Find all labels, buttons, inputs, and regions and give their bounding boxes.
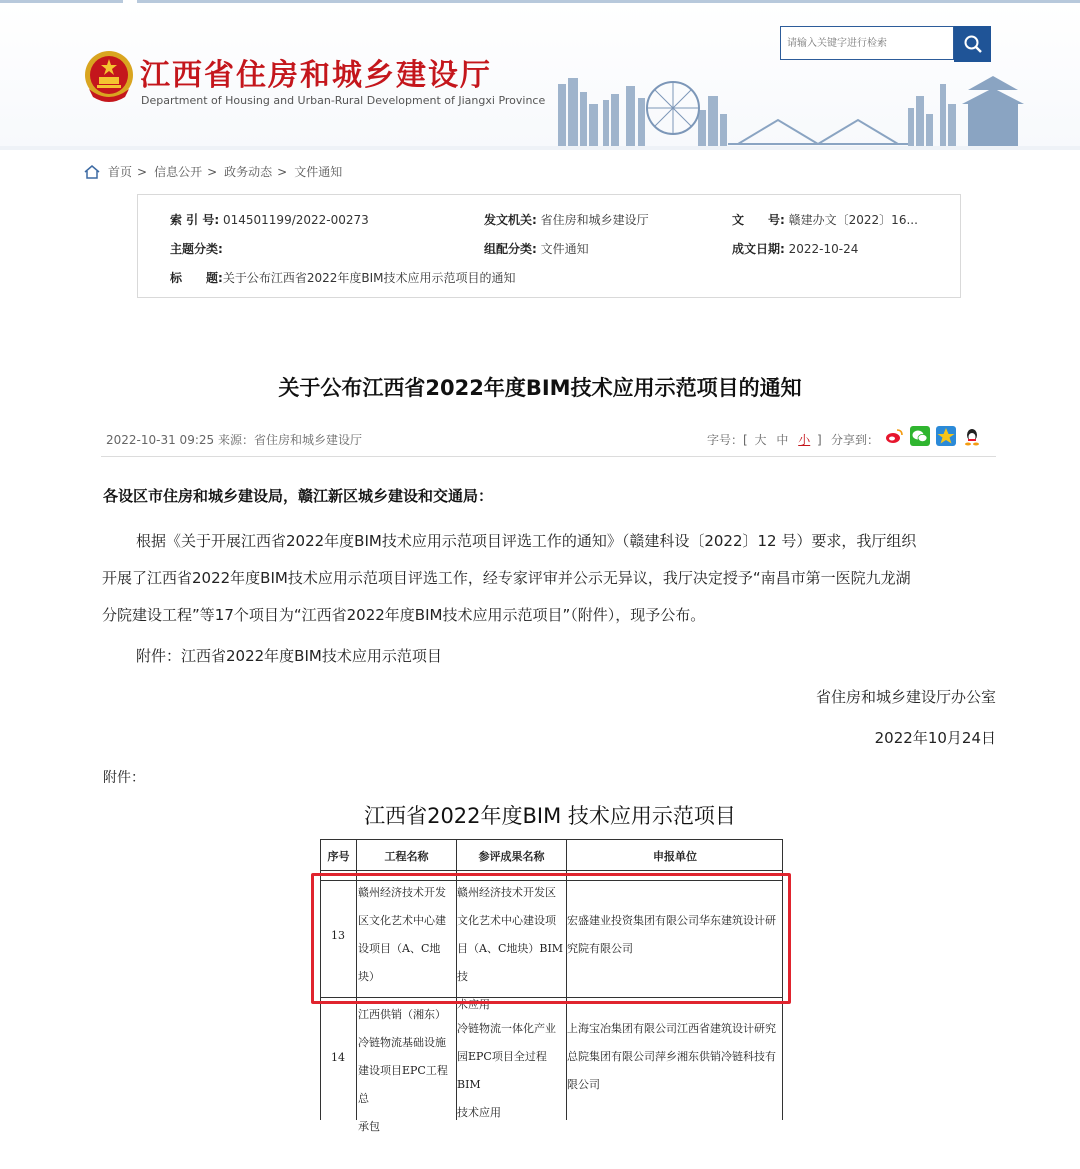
- search-input[interactable]: [780, 26, 954, 60]
- article-meta: 2022-10-31 09:25 来源：省住房和城乡建设厅: [106, 433, 362, 447]
- breadcrumb-home[interactable]: 首页: [108, 165, 133, 179]
- table-header-cell: 工程名称: [357, 840, 457, 871]
- search-icon: [963, 34, 983, 54]
- breadcrumb-gov-news[interactable]: 政务动态: [224, 165, 273, 179]
- breadcrumb-separator: >: [277, 164, 288, 179]
- project-name-cell: 江西供销（湘东） 冷链物流基础设施 建设项目EPC工程总 承包: [358, 1008, 448, 1133]
- body-paragraph: [102, 523, 998, 634]
- row-number: 14: [331, 1051, 345, 1064]
- search-button[interactable]: [954, 26, 991, 62]
- wechat-icon[interactable]: [910, 426, 930, 446]
- share-label: 分享到：: [831, 433, 880, 447]
- table-header-cell: 序号: [321, 840, 357, 871]
- attachment-heading: 附件：: [103, 770, 145, 786]
- applicant-cell: 上海宝冶集团有限公司江西省建筑设计研究 总院集团有限公司萍乡湘东供销冷链科技有 限公司: [567, 1022, 776, 1091]
- article-title: 关于公布江西省2022年度BIM技术应用示范项目的通知: [278, 376, 802, 400]
- breadcrumb-separator: >: [207, 164, 218, 179]
- group-category: 组配分类: 文件通知: [484, 242, 589, 256]
- written-date: 成文日期: 2022-10-24: [732, 242, 859, 256]
- site-header: [0, 4, 1080, 146]
- row-number: 13: [331, 929, 345, 942]
- home-icon: [84, 165, 100, 179]
- paragraph-line: 分院建设工程”等17个项目为“江西省2022年度BIM技术应用示范项目”（附件），现予公布。: [102, 606, 706, 624]
- paragraph-line: 根据《关于开展江西省2022年度BIM技术应用示范项目评选工作的通知》（赣建科设〔2022〕12 号）要求，我厅组织: [136, 532, 917, 550]
- paragraph-line: 开展了江西省2022年度BIM技术应用示范项目评选工作，经专家评审并公示无异议，我厅决定授予“南昌市第一医院九龙湖: [102, 569, 911, 587]
- document-title-field: 标 题:关于公布江西省2022年度BIM技术应用示范项目的通知: [170, 271, 516, 285]
- breadcrumb-info-public[interactable]: 信息公开: [154, 165, 203, 179]
- salutation: 各设区市住房和城乡建设局，赣江新区城乡建设和交通局：: [103, 487, 494, 505]
- highlight-box: [311, 873, 791, 1004]
- result-name-cell: 赣州经济技术开发区 文化艺术中心建设项 目（A、C地块）BIM技 术应用: [457, 886, 564, 1011]
- breadcrumb-separator: >: [137, 164, 148, 179]
- qq-icon[interactable]: [962, 426, 982, 446]
- site-title: 江西省住房和城乡建设厅: [140, 58, 492, 93]
- table-header-cell: 参评成果名称: [457, 840, 567, 871]
- project-name-cell: 赣州经济技术开发 区文化艺术中心建 设项目（A、C地 块）: [358, 886, 446, 983]
- national-emblem-icon: [83, 49, 135, 105]
- applicant-cell: 宏盛建业投资集团有限公司华东建筑设计研 究院有限公司: [567, 914, 776, 955]
- font-size-selector: [707, 431, 822, 448]
- site-subtitle: Department of Housing and Urban-Rural Development of Jiangxi Province: [141, 94, 546, 107]
- breadcrumb-notices[interactable]: 文件通知: [294, 165, 343, 179]
- signature-date: 2022年10月24日: [874, 729, 996, 747]
- index-number: 索 引 号: 014501199/2022-00273: [170, 213, 369, 227]
- attachment-line: 附件：江西省2022年度BIM技术应用示范项目: [136, 647, 442, 665]
- font-size-small[interactable]: 小: [798, 433, 811, 447]
- font-size-large[interactable]: 大: [754, 433, 767, 447]
- qzone-icon[interactable]: [936, 426, 956, 446]
- theme-category: 主题分类:: [170, 242, 223, 256]
- signature: 省住房和城乡建设厅办公室: [815, 688, 996, 706]
- document-info-box: [137, 194, 961, 298]
- share-icons: [884, 426, 988, 446]
- font-size-bracket: ]: [817, 433, 822, 447]
- breadcrumb: [84, 163, 342, 180]
- city-skyline-graphic: [548, 74, 1028, 148]
- issuing-authority: 发文机关: 省住房和城乡建设厅: [484, 213, 649, 227]
- document-number: 文 号: 赣建办文〔2022〕16...: [732, 213, 918, 227]
- font-size-label: 字号：[: [707, 433, 748, 447]
- result-name-cell: 冷链物流一体化产业 园EPC项目全过程BIM 技术应用: [457, 1022, 556, 1119]
- table-header-cell: 申报单位: [653, 849, 697, 863]
- table-title: 江西省2022年度BIM 技术应用示范项目: [364, 804, 736, 828]
- font-size-medium[interactable]: 中: [776, 433, 789, 447]
- weibo-icon[interactable]: [884, 426, 904, 446]
- article-divider: [101, 456, 996, 457]
- header-divider: [0, 146, 1080, 150]
- table-header-row: [320, 839, 783, 871]
